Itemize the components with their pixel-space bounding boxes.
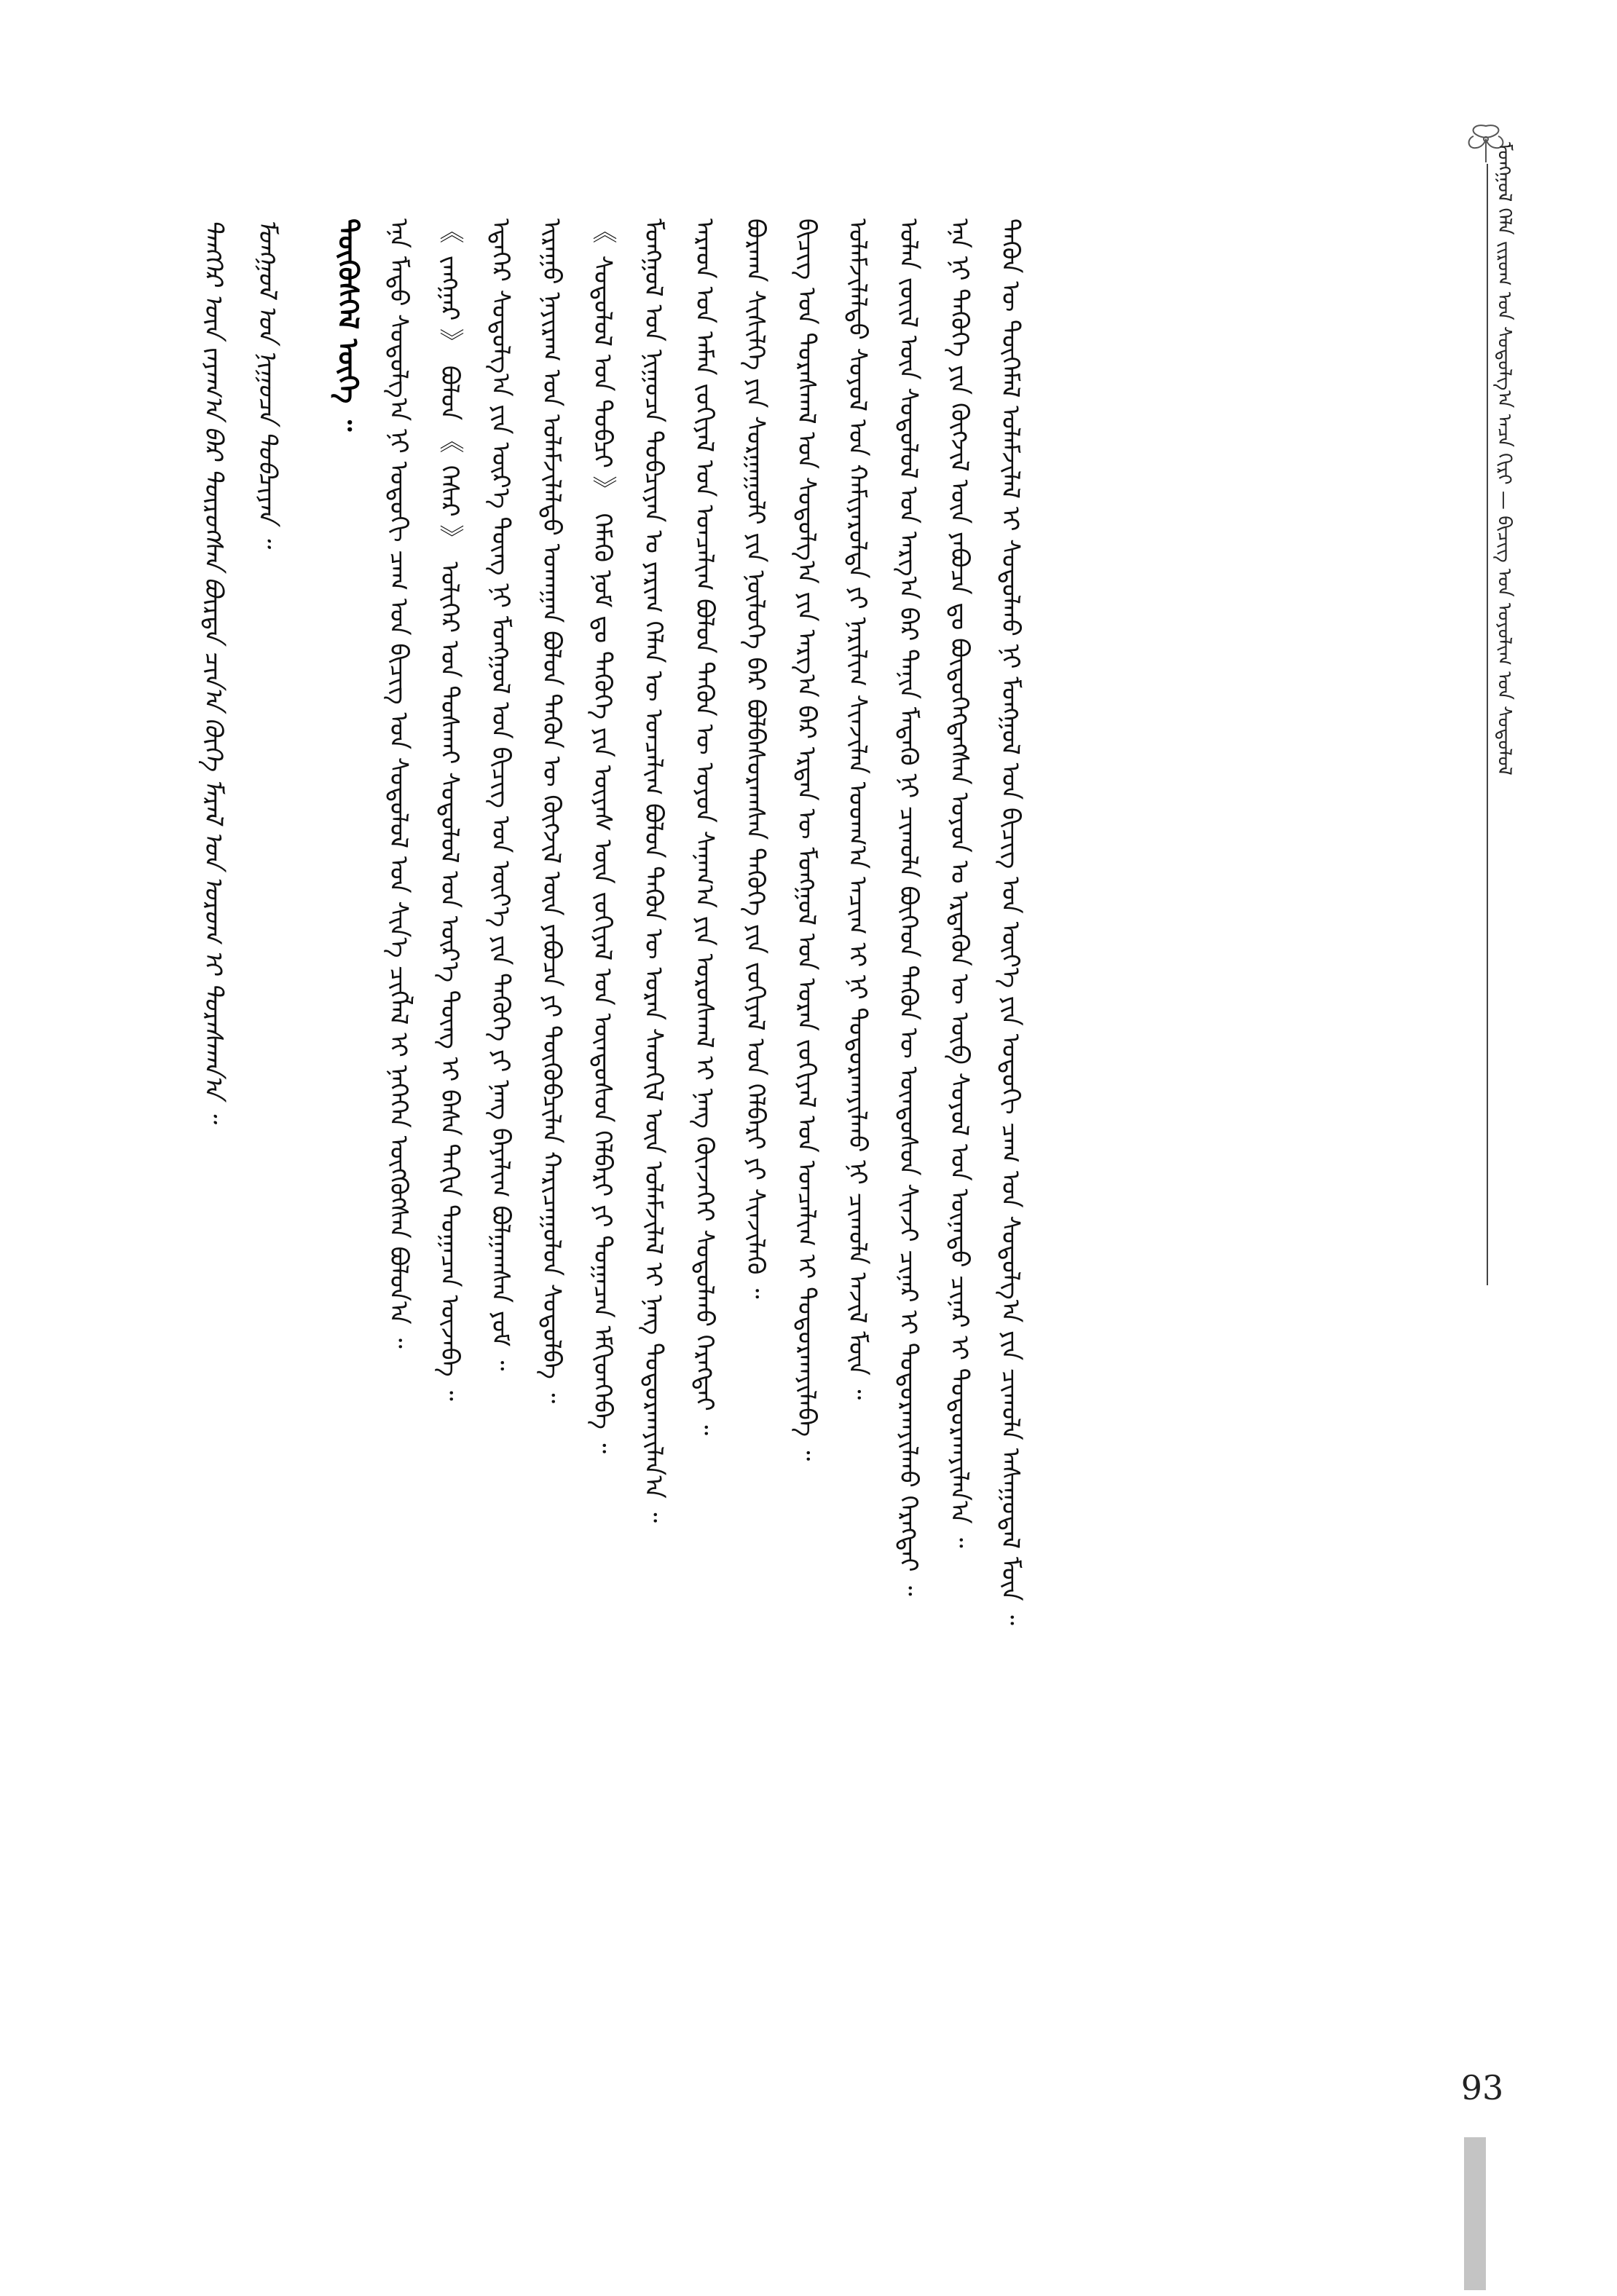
text-column: 《 ᠰᠤᠳᠤᠯᠤᠯ ᠤᠨ ᠲᠣᠪᠴᠢ 》 ᠬᠡᠮᠡᠬᠦ ᠨᠣᠮ ᠳᠤ ᠲᠡᠭᠦᠬᠡ ᠶᠢᠨ ᠦᠶᠡᠰ ᠦᠨ ᠵᠣᠬᠢᠶᠠᠯ ᠤᠨ ᠦᠨᠳᠦᠰᠦᠨ ᠬᠡᠯᠪᠡᠷᠢ ᠶᠢ ᠲᠣᠭᠠᠴᠠᠨ ᠡᠮᠬᠢᠳᠬᠡᠪᠡ ᠃: [588, 218, 617, 1454]
text-column: ᠤᠯᠠᠮᠵᠢᠯᠠᠯᠲᠤ ᠰᠣᠶᠤᠯ ᠤᠨ ᠬᠠᠮᠢᠶᠠᠷᠤᠯᠲᠠ ᠶᠢ ᠨᠠᠷᠢᠯᠢᠭ ᠰᠢᠨᠵᠢᠯᠡᠨ ᠤᠳᠬ᠎ᠠ ᠠᠴᠢᠭ ᠢ ᠨᠢ ᠲᠣᠳᠣᠷᠬᠠᠶᠢᠯᠬᠤ ᠨᠢ ᠴᠢᠬᠤᠯᠠ ᠠᠵᠢᠯ ᠮᠥᠨ ᠃: [843, 218, 872, 1400]
text-column: ᠠᠷᠠᠳ ᠤᠨ ᠠᠮᠠᠨ ᠵᠣᠬᠢᠶᠠᠯ ᠤᠨ ᠣᠨᠴᠠᠯᠢᠭ ᠪᠣᠯᠤᠨ ᠲᠡᠭᠦᠨ ᠦ ᠣᠶᠤᠨ ᠰᠠᠨᠠᠭ᠎ᠠ ᠶᠢᠨ ᠤᠷᠤᠰᠬᠠᠯ ᠢ ᠨᠡᠩ ᠭᠦᠨᠵᠡᠭᠡᠢ ᠰᠤᠳᠤᠯᠬᠤ ᠬᠡᠷᠡᠭᠲᠡᠢ ᠃: [690, 218, 719, 1435]
verse-block: [197, 218, 291, 2126]
text-column: ᠡᠳᠡᠭᠡᠷ ᠰᠤᠳᠤᠯᠭ᠎ᠠ ᠶᠢᠨ ᠦᠷ᠎ᠡ ᠳᠦᠩ ᠨᠢ ᠮᠣᠩᠭᠣᠯ ᠤᠨ ᠪᠢᠴᠢᠭ ᠤᠨ ᠦᠶ᠎ᠡ ᠶᠢᠨ ᠲᠡᠭᠦᠬᠡ ᠶᠢ ᠨᠡᠩ ᠪᠠᠶᠠᠯᠢᠭ ᠪᠣᠯᠭᠠᠭᠰᠠᠨ ᠶᠤᠮ ᠃: [486, 218, 515, 1371]
running-header: [1479, 142, 1530, 1234]
text-column: ᠲᠡᠭᠦᠨ ᠦ ᠲᠦᠭᠡᠮᠡᠯ ᠤᠯᠠᠮᠵᠢᠯᠠᠯ ᠢ ᠰᠤᠳᠤᠯᠬᠤ ᠨᠢ ᠮᠣᠩᠭᠣᠯ ᠤᠨ ᠪᠢᠴᠢᠭ ᠤᠨ ᠦᠶ᠎ᠡ ᠶᠢᠨ ᠣᠳᠣᠬᠢ ᠴᠠᠭ ᠤᠨ ᠰᠤᠳᠤᠯᠭ᠎ᠠ ᠶᠢᠨ ᠴᠢᠬᠤᠯᠠ ᠠᠰᠠᠭᠤᠳᠠᠯ ᠮᠥᠨ ᠃: [996, 218, 1025, 1625]
verse-line: ᠲᠡᠩᠭᠡᠷ ᠦᠨ ᠵᠠᠶᠠᠭ᠎ᠠ ᠪᠠᠷ ᠲᠥᠷᠥᠭᠰᠡᠨ ᠪᠥᠷᠲᠡ ᠴᠢᠨ᠎ᠠ ᠬᠥᠬᠡ ᠮᠠᠷᠠᠯ ᠤᠨ ᠤᠷᠤᠭ ᠢ ᠳᠤᠷᠠᠰᠬᠠᠨ᠎ᠠ ᠃: [199, 218, 228, 1122]
body-text: [382, 218, 1431, 2097]
section-heading: ᠳᠦᠭᠦᠰᠭᠡᠯ ᠦᠭᠡ ᠃: [332, 218, 364, 432]
text-column: ᠮᠣᠩᠭᠣᠯ ᠤᠨ ᠨᠢᠭᠤᠴᠠ ᠲᠣᠪᠴᠢᠶᠠᠨ ᠤ ᠶᠠᠷᠢᠭ ᠬᠡᠯᠡᠨ ᠦ ᠣᠨᠴᠠᠯᠢᠭ ᠪᠣᠯᠤᠨ ᠲᠡᠭᠦᠨ ᠦ ᠤᠷᠠᠨ ᠰᠡᠳᠬᠢᠯ ᠦᠨ ᠤᠯᠠᠮᠵᠢᠯᠠᠯ ᠢ ᠨᠡᠩ ᠲᠣᠳᠣᠷᠬᠠᠶᠢᠯᠠᠨ᠎ᠠ ᠃: [639, 218, 668, 1523]
thumb-tab: [1464, 2137, 1486, 2290]
running-header-title: ᠮᠣᠩᠭᠣᠯ ᠬᠡᠯᠡ ᠵᠢᠷᠤᠭ ᠤᠨ ᠰᠤᠳᠤᠯᠭ᠎ᠠ ᠎ᠠᠴᠠ ᠬᠢᠷᠢ — ᠪᠢᠴᠢᠭ ᠤᠨ ᠤᠶᠤᠯᠢᠭ ᠤᠨ ᠰᠤᠳᠤᠯᠤᠯ: [1493, 142, 1515, 776]
text-column: ᠡᠨᠡ ᠨᠢ ᠲᠡᠭᠦᠬᠡ ᠶᠢᠨ ᠬᠥᠭᠵᠢᠯ ᠦᠨ ᠶᠠᠪᠤᠴᠠ ᠳᠤ ᠪᠦᠲᠦᠭᠡᠭᠳᠡᠭᠰᠡᠨ ᠣᠶᠤᠨ ᠤ ᠡᠷᠲᠡᠭᠦᠨ ᠦ ᠥᠪ ᠰᠣᠶᠤᠯ ᠤᠨ ᠦᠨᠡᠲᠦ ᠴᠢᠨᠠᠷ ᠢ ᠲᠣᠳᠣᠷᠬᠠᠶᠢᠯᠠᠨ᠎ᠠ ᠃: [945, 218, 974, 1548]
text-column: ᠢᠷᠠᠭᠤ ᠨᠠᠶᠢᠷᠠᠭ ᠤᠨ ᠤᠯᠠᠮᠵᠢᠯᠠᠯᠲᠤ ᠤᠬᠠᠭᠠᠨ ᠪᠣᠯᠤᠨ ᠲᠡᠭᠦᠨ ᠦ ᠬᠥᠭᠵᠢᠯ ᠦᠨ ᠶᠠᠪᠤᠴᠠ ᠶᠢ ᠲᠦᠭᠦᠪᠴᠢᠯᠡᠨ ᠬᠠᠷᠢᠴᠠᠭᠤᠯᠤᠨ ᠰᠤᠳᠤᠯᠪᠠ ᠃: [537, 218, 566, 1404]
text-column: ᠣᠯᠠᠨ ᠵᠦᠢᠯ ᠦᠨ ᠰᠤᠳᠤᠯᠤᠯ ᠤᠨ ᠠᠷᠭ᠎ᠠ ᠪᠠᠷ ᠲᠠᠨᠢᠨ ᠮᠡᠳᠡᠬᠦ ᠨᠢ ᠴᠢᠬᠤᠯᠠ ᠪᠥᠭᠡᠳ ᠲᠡᠭᠦᠨ ᠦ ᠦᠨᠳᠦᠰᠦᠨ ᠰᠢᠨᠵᠢ ᠴᠢᠨᠠᠷ ᠢ ᠲᠣᠳᠣᠷᠬᠠᠶᠢᠯᠬᠤ ᠬᠡᠷᠡᠭᠲᠡᠢ ᠃: [894, 218, 923, 1596]
text-column: ᠡᠨᠡ ᠮᠡᠲᠦ ᠰᠤᠳᠤᠯᠭ᠎ᠠ ᠨᠢ ᠣᠳᠣᠬᠢ ᠴᠠᠭ ᠤᠨ ᠪᠢᠴᠢᠭ ᠤᠨ ᠰᠤᠳᠤᠯᠤᠯ ᠤᠨ ᠰᠢᠨ᠎ᠡ ᠴᠢᠭᠯᠡᠯ ᠢ ᠨᠡᠭᠡᠭᠡᠨ ᠥᠭᠭᠦᠭᠰᠡᠨ ᠪᠣᠯᠤᠨ᠎ᠠ ᠃: [384, 218, 413, 1349]
verse-line: ᠮᠣᠩᠭᠣᠯ ᠤᠨ ᠨᠢᠭᠤᠴᠠ ᠲᠣᠪᠴᠢᠶᠠᠨ ᠃: [253, 218, 282, 547]
text-column: ᠪᠤᠷᠬᠠᠨ ᠰᠢᠰᠢᠯᠭᠡ ᠶᠢᠨ ᠰᠤᠷᠭᠠᠭᠤᠯᠢ ᠶᠢᠨ ᠨᠥᠯᠦᠭᠡ ᠪᠡᠷ ᠪᠣᠯᠪᠠᠰᠤᠷᠠᠭᠰᠠᠨ ᠲᠡᠭᠦᠬᠡ ᠶᠢᠨ ᠵᠣᠬᠢᠶᠠᠯ ᠤᠨ ᠬᠡᠯᠪᠡᠷᠢ ᠶᠢ ᠰᠢᠨᠵᠢᠯᠡᠬᠦ ᠃: [741, 218, 770, 1299]
text-column: 《 ᠵᠠᠩᠭᠠᠷ 》 ᠪᠣᠯᠤᠨ 《 ᠭᠡᠰᠡᠷ 》 ᠤᠯᠢᠭᠡᠷ ᠤᠨ ᠲᠤᠰᠬᠠᠢ ᠰᠤᠳᠤᠯᠤᠯ ᠤᠨ ᠦᠷ᠎ᠡ ᠳᠦᠩ ᠢ ᠪᠠᠰᠠ ᠳᠠᠬᠢᠨ ᠲᠣᠭᠠᠴᠠᠨ ᠦᠵᠡᠪᠡ ᠃: [435, 218, 464, 1401]
page-number: 93: [1460, 2068, 1504, 2107]
text-column: ᠪᠢᠴᠢᠭ ᠤᠨ ᠳᠤᠷᠠᠰᠬᠠᠯ ᠤᠨ ᠰᠤᠳᠤᠯᠭ᠎ᠠ ᠶᠢᠨ ᠠᠷᠭ᠎ᠠ ᠪᠠᠷ ᠡᠷᠲᠡᠨ ᠦ ᠮᠣᠩᠭᠣᠯ ᠤᠨ ᠤᠷᠠᠨ ᠵᠣᠬᠢᠶᠠᠯ ᠤᠨ ᠣᠨᠴᠠᠯᠢᠭ ᠢ ᠲᠣᠳᠣᠷᠬᠠᠶᠢᠯᠠᠪᠠ ᠃: [792, 218, 821, 1461]
